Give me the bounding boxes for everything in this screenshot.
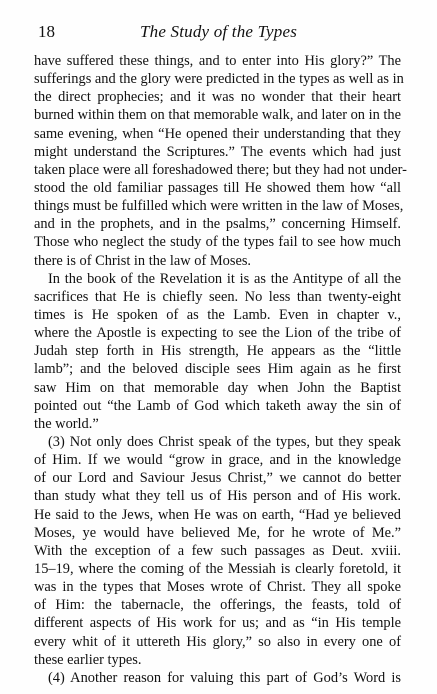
page-header	[0, 22, 437, 44]
page-number: 18	[38, 22, 55, 41]
text-line: He said to the Jews, when He was on earth, “Had ye believed	[34, 506, 401, 523]
text-line: have suffered these things, and to enter into His glory?” The	[34, 53, 401, 69]
text-line: same evening, when “He opened their understanding that they	[34, 125, 401, 142]
text-line: times is He spoken of as the Lamb. Even in chapter v.,	[34, 306, 401, 323]
text-line: every whit of it uttereth His glory,” so also in every one of	[34, 633, 401, 650]
text-line: Judah step forth in His strength, He appears as the “little	[34, 343, 401, 360]
text-line: (4) Another reason for valuing this part of God’s Word is	[48, 669, 401, 686]
text-line: sacrifices that He is chiefly seen. No less than twenty-eight	[34, 288, 401, 305]
text-line: (3) Not only does Christ speak of the types, but they speak	[48, 433, 401, 450]
text-line: was in the types that Moses wrote of Christ. They all spoke	[34, 579, 401, 596]
body-text	[34, 52, 407, 687]
text-line: taken place were all foreshadowed there; but they had not under-	[34, 161, 407, 178]
text-line: these earlier types.	[34, 651, 142, 668]
text-line: Moses, ye would have believed Me, for he wrote of Me.”	[34, 524, 401, 541]
text-line: pointed out “the Lamb of God which taketh away the sin of	[34, 397, 401, 414]
text-line: In the book of the Revelation it is as the Antitype of all the	[48, 270, 401, 287]
text-line: saw Him on that memorable day when John the Baptist	[34, 379, 401, 396]
text-line: where the Apostle is expecting to see the Lion of the tribe of	[34, 325, 401, 342]
text-line: and in the prophets, and in the psalms,” concerning Himself.	[34, 216, 401, 233]
text-line: different aspects of His work for us; and as “in His temple	[34, 615, 401, 632]
text-line: than study what they tell us of His person and of His work.	[34, 488, 401, 505]
text-line: the world.”	[34, 415, 99, 432]
text-line: of Him. If we would “grow in grace, and in the knowledge	[34, 452, 401, 469]
text-line: With the exception of a few such passages as Deut. xviii.	[34, 542, 401, 559]
text-line: 15–19, where the coming of the Messiah is clearly foretold, it	[34, 560, 401, 577]
text-line: Those who neglect the study of the types fail to see how much	[34, 234, 401, 251]
running-title: The Study of the Types	[139, 22, 298, 41]
text-line: sufferings and the glory were predicted in the types as well as in	[34, 71, 404, 88]
text-line: burned within them on that memorable walk, and later on in the	[34, 107, 401, 124]
text-line: might understand the Scriptures.” The events which had just	[34, 143, 401, 160]
text-line: the direct prophecies; and it was no wonder that their heart	[34, 89, 401, 106]
text-line: there is of Christ in the law of Moses.	[34, 252, 252, 269]
text-line: stood the old familiar passages till He showed them how “all	[34, 179, 401, 196]
text-line: things must be fulfilled which were written in the law of Moses,	[34, 198, 404, 215]
text-line: of Him: the tabernacle, the offerings, the feasts, told of	[34, 597, 401, 614]
text-line: lamb”; and the beloved disciple sees Him again as he first	[34, 361, 401, 378]
text-line: of our Lord and Saviour Jesus Christ,” we cannot do better	[34, 470, 401, 487]
